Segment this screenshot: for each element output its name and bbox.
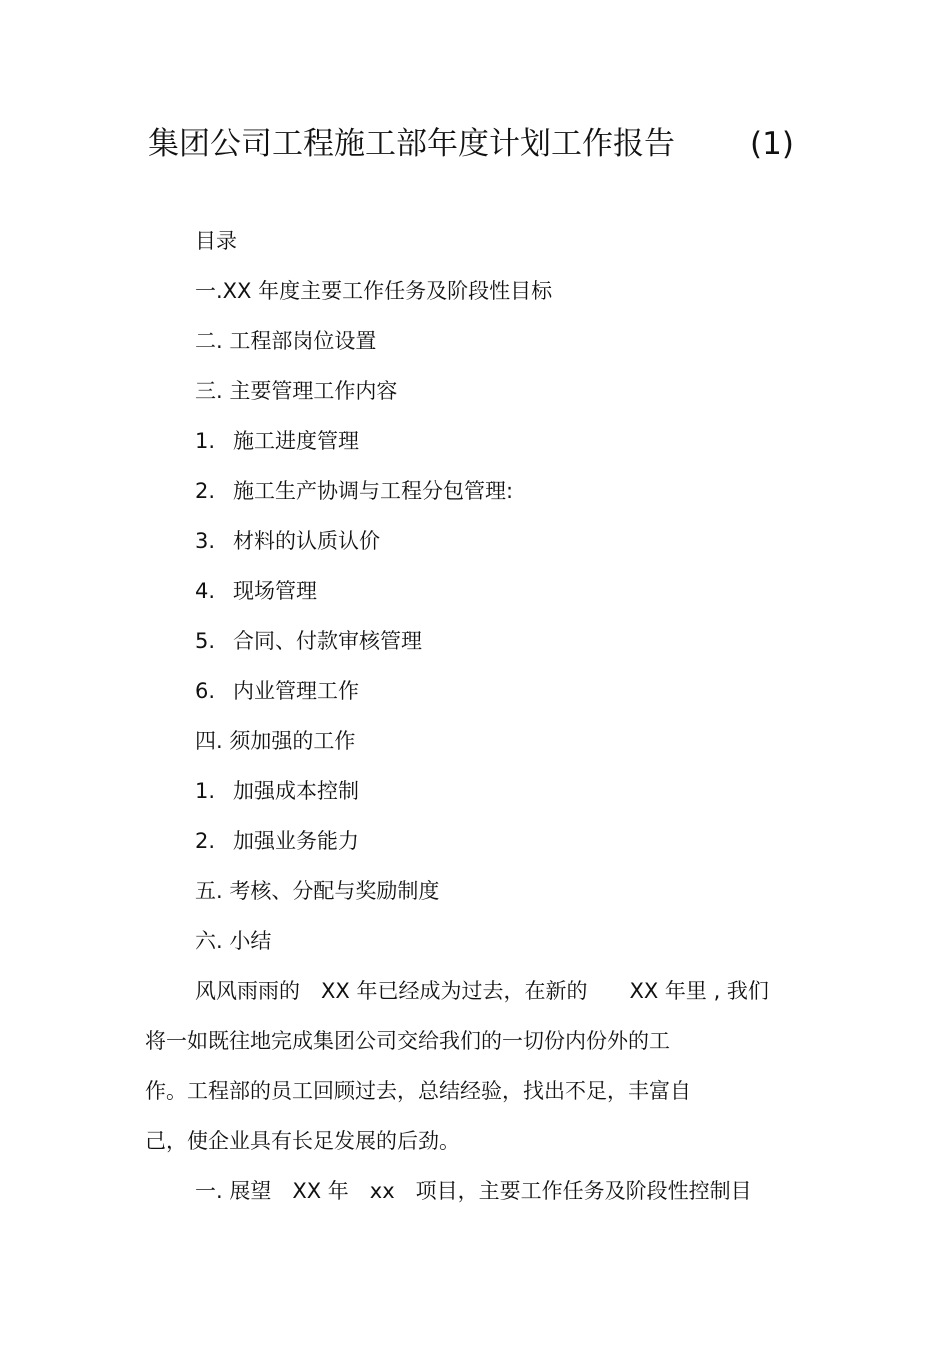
toc-item-number: 2. (195, 479, 216, 503)
toc-item-text: 一.XX 年度主要工作任务及阶段性目标 (195, 279, 553, 303)
toc-heading: 目录 (195, 229, 237, 253)
toc-item (195, 320, 815, 370)
toc-item-text: 材料的认质认价 (233, 529, 380, 553)
toc-item-text: 内业管理工作 (233, 679, 359, 703)
toc-item-text: 加强业务能力 (233, 829, 359, 853)
toc-item (195, 520, 815, 570)
toc-item-number: 1. (195, 429, 216, 453)
paragraph-line: 作。工程部的员工回顾过去，总结经验，找出不足，丰富自 (145, 1079, 691, 1103)
toc-item (195, 670, 815, 720)
toc-item-number: 3. (195, 529, 216, 553)
title-text: 集团公司工程施工部年度计划工作报告 (148, 126, 675, 162)
toc-list (195, 270, 815, 970)
toc-item-text: 六. 小结 (195, 929, 272, 953)
toc-item-number: 1. (195, 779, 216, 803)
paragraph-line: 风风雨雨的 XX 年已经成为过去，在新的 XX 年里 , 我们 (195, 979, 769, 1003)
section-heading: 一. 展望 XX 年 xx 项目，主要工作任务及阶段性控制目 (195, 1179, 752, 1203)
toc-item (195, 470, 815, 520)
toc-item-number: 5. (195, 629, 216, 653)
toc-item-text: 四. 须加强的工作 (195, 729, 356, 753)
toc-item (195, 270, 815, 320)
toc-item-text: 五. 考核、分配与奖励制度 (195, 879, 440, 903)
toc-item-text: 现场管理 (233, 579, 317, 603)
toc-item-text: 加强成本控制 (233, 779, 359, 803)
intro-paragraph (145, 970, 815, 1170)
toc-item (195, 870, 815, 920)
toc-item (195, 570, 815, 620)
toc-item-text: 合同、付款审核管理 (233, 629, 422, 653)
toc-item-number: 2. (195, 829, 216, 853)
toc-item (195, 720, 815, 770)
paragraph-line: 将一如既往地完成集团公司交给我们的一切份内份外的工 (145, 1029, 670, 1053)
toc-item-text: 二. 工程部岗位设置 (195, 329, 377, 353)
toc-item (195, 370, 815, 420)
toc-item (195, 770, 815, 820)
table-of-contents (195, 220, 815, 970)
toc-item-number: 4. (195, 579, 216, 603)
toc-item (195, 920, 815, 970)
paragraph-line: 己，使企业具有长足发展的后劲。 (145, 1129, 460, 1153)
toc-item (195, 820, 815, 870)
toc-item (195, 420, 815, 470)
toc-item-number: 6. (195, 679, 216, 703)
document-title (148, 122, 808, 166)
title-number: (1) (750, 126, 794, 162)
toc-item-text: 施工进度管理 (233, 429, 359, 453)
toc-item-text: 施工生产协调与工程分包管理: (233, 479, 514, 503)
toc-item-text: 三. 主要管理工作内容 (195, 379, 398, 403)
toc-item (195, 620, 815, 670)
